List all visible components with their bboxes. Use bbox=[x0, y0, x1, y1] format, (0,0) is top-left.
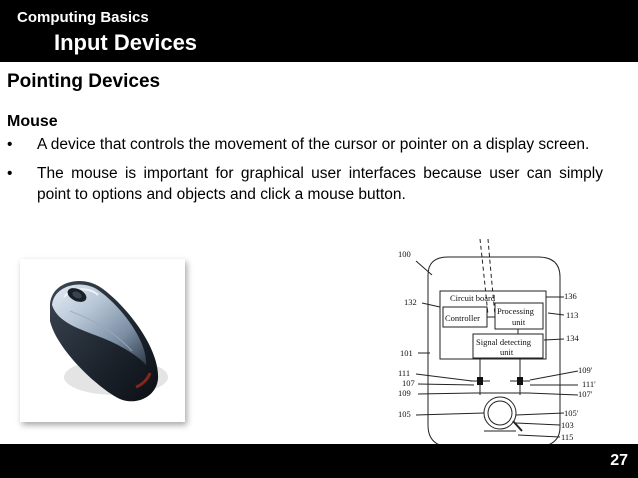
bullet-text: A device that controls the movement of the cursor or pointer on a display screen. bbox=[37, 136, 590, 153]
bullet-item bbox=[7, 163, 603, 205]
bullet-item bbox=[7, 134, 603, 155]
mouse-schematic-diagram bbox=[388, 235, 620, 463]
callout-134: 134 bbox=[566, 333, 579, 343]
page-number: 27 bbox=[610, 452, 628, 469]
callout-109-prime: 109' bbox=[578, 365, 593, 375]
bullet-text: The mouse is important for graphical user interfaces because user can simply point to options and objects and click a mouse button. bbox=[37, 165, 603, 203]
patent-diagram bbox=[388, 235, 620, 463]
callout-136: 136 bbox=[564, 291, 577, 301]
callout-107: 107 bbox=[402, 378, 415, 388]
callout-132: 132 bbox=[404, 297, 417, 307]
slide-title: Input Devices bbox=[54, 30, 198, 55]
slide-header bbox=[0, 0, 638, 62]
label-circuit-board: Circuit board bbox=[450, 293, 496, 303]
slide-footer bbox=[0, 444, 638, 478]
callout-111: 111 bbox=[398, 368, 411, 378]
callout-109: 109 bbox=[398, 388, 411, 398]
course-title: Computing Basics bbox=[17, 9, 149, 26]
label-signal-unit: unit bbox=[500, 347, 514, 357]
mouse-photo bbox=[20, 259, 185, 422]
label-signal-detecting: Signal detecting bbox=[476, 337, 532, 347]
callout-105: 105 bbox=[398, 409, 411, 419]
bullet-marker: • bbox=[7, 165, 13, 182]
callout-113: 113 bbox=[566, 310, 579, 320]
callout-100: 100 bbox=[398, 249, 411, 259]
bullet-list bbox=[7, 134, 603, 213]
section-title: Pointing Devices bbox=[7, 71, 161, 92]
callout-111-prime: 111' bbox=[582, 379, 596, 389]
bullet-marker: • bbox=[7, 136, 13, 153]
callout-107-prime: 107' bbox=[578, 389, 593, 399]
callout-115: 115 bbox=[561, 432, 574, 442]
callout-105-prime: 105' bbox=[564, 408, 579, 418]
computer-mouse-icon bbox=[20, 259, 185, 422]
label-processing-unit: unit bbox=[512, 317, 526, 327]
label-controller: Controller bbox=[445, 313, 480, 323]
callout-103: 103 bbox=[561, 420, 574, 430]
subheading-mouse: Mouse bbox=[7, 113, 58, 130]
callout-101: 101 bbox=[400, 348, 413, 358]
label-processing: Processing bbox=[497, 306, 534, 316]
